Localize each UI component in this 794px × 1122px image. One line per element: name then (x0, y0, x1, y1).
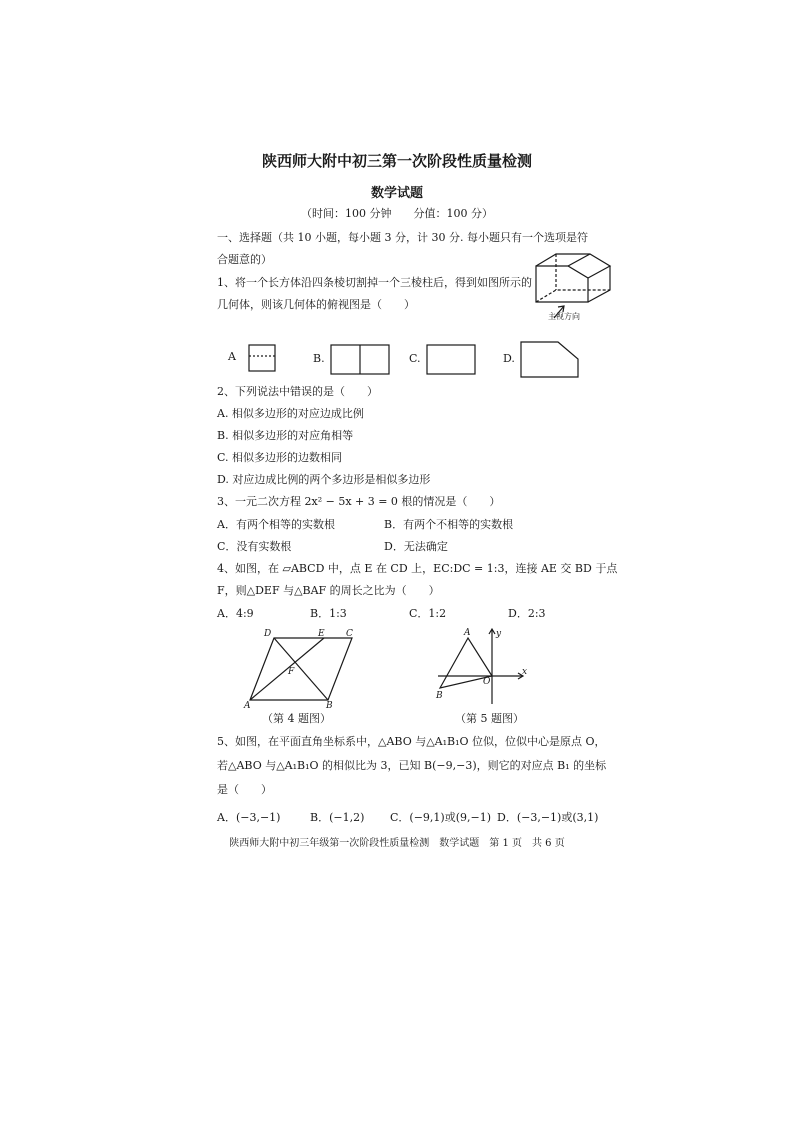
q5-option-c: C．(−9,1)或(9,−1) (390, 811, 492, 824)
q4-figure (236, 628, 366, 711)
q1-solid-cut-edge (568, 254, 590, 266)
q3-stem: 3、一元二次方程 2x² − 5x + 3 = 0 根的情况是（ ） (217, 495, 501, 508)
q5-stem-line2: 若△ABO 与△A₁B₁O 的相似比为 3，已知 B(−9,−3)，则它的对应点 B₁ 的坐标 (217, 759, 607, 772)
q4-option-d: D．2:3 (508, 607, 546, 620)
q1-stem-line2: 几何体，则该几何体的俯视图是（ ） (217, 298, 415, 311)
q5-stem-line1: 5、如图，在平面直角坐标系中，△ABO 与△A₁B₁O 位似，位似中心是原点 O， (217, 735, 606, 748)
q5-label-b: B (436, 691, 443, 701)
q3-option-a: A．有两个相等的实数根 (217, 518, 335, 531)
q4-segment-ae (250, 638, 324, 700)
q5-label-o: O (483, 677, 491, 687)
q5-label-y: y (496, 629, 502, 639)
q3-option-b: B．有两个不相等的实数根 (384, 518, 514, 531)
q1-stem-line1: 1、将一个长方体沿四条棱切割掉一个三棱柱后，得到如图所示的 (217, 276, 532, 289)
q4-stem-line2: F，则△DEF 与△BAF 的周长之比为（ ） (217, 584, 440, 597)
q3-option-d: D．无法确定 (384, 540, 448, 553)
exam-title: 陕西师大附中初三第一次阶段性质量检测 (261, 152, 532, 170)
q4-label-c: C (346, 629, 353, 639)
q4-option-c: C．1:2 (409, 607, 447, 620)
q4-stem-line1: 4、如图，在 ▱ABCD 中，点 E 在 CD 上，EC:DC = 1:3，连接 AE 交 BD 于点 (217, 562, 618, 575)
q5-option-d: D．(−3,−1)或(3,1) (497, 811, 599, 824)
q4-figure-caption: （第 4 题图） (262, 712, 331, 725)
q5-stem-line3: 是（ ） (217, 783, 272, 796)
q2-option-a: A. 相似多边形的对应边成比例 (217, 407, 364, 420)
q1-option-c-label: C. (409, 352, 421, 365)
q1-view-direction-label: 主视方向 (548, 312, 580, 321)
q1-option-b-figure (330, 344, 392, 376)
q1-option-a-figure (248, 344, 278, 374)
section-header-line2: 合题意的） (217, 253, 272, 266)
q4-label-f: F (288, 667, 295, 677)
q3-option-c: C．没有实数根 (217, 540, 292, 553)
q2-option-b: B. 相似多边形的对应角相等 (217, 429, 354, 442)
q4-option-a: A．4:9 (217, 607, 254, 620)
subject-title: 数学试题 (370, 186, 423, 201)
q4-diagonal-bd (274, 638, 328, 700)
q2-option-d: D. 对应边成比例的两个多边形是相似多边形 (217, 473, 431, 486)
q1-option-d-figure (520, 341, 582, 379)
exam-info: （时间：100 分钟 分值：100 分） (301, 207, 493, 220)
q4-label-d: D (264, 629, 272, 639)
q5-option-a: A．(−3,−1) (217, 811, 281, 824)
q5-option-b: B．(−1,2) (310, 811, 365, 824)
q2-option-c: C. 相似多边形的边数相同 (217, 451, 343, 464)
q5-figure (430, 624, 540, 708)
q1-option-b-label: B. (313, 352, 325, 365)
q1-option-a-label: A (228, 350, 236, 363)
q5-figure-caption: （第 5 题图） (455, 712, 524, 725)
q4-label-e: E (318, 629, 325, 639)
q4-option-b: B．1:3 (310, 607, 347, 620)
q4-label-a: A (244, 701, 251, 711)
section-header-line1: 一、选择题（共 10 小题，每小题 3 分，计 30 分. 每小题只有一个选项是符 (217, 231, 588, 244)
q5-label-a: A (464, 628, 471, 638)
q5-label-x: x (522, 667, 528, 677)
q2-stem: 2、下列说法中错误的是（ ） (217, 385, 378, 398)
q1-option-d-label: D. (503, 352, 515, 365)
q4-label-b: B (326, 701, 333, 711)
q1-solid-front-face (536, 266, 588, 302)
q1-option-c-figure (426, 344, 478, 376)
page-footer: 陕西师大附中初三年级第一次阶段性质量检测 数学试题 第 1 页 共 6 页 (229, 838, 565, 849)
